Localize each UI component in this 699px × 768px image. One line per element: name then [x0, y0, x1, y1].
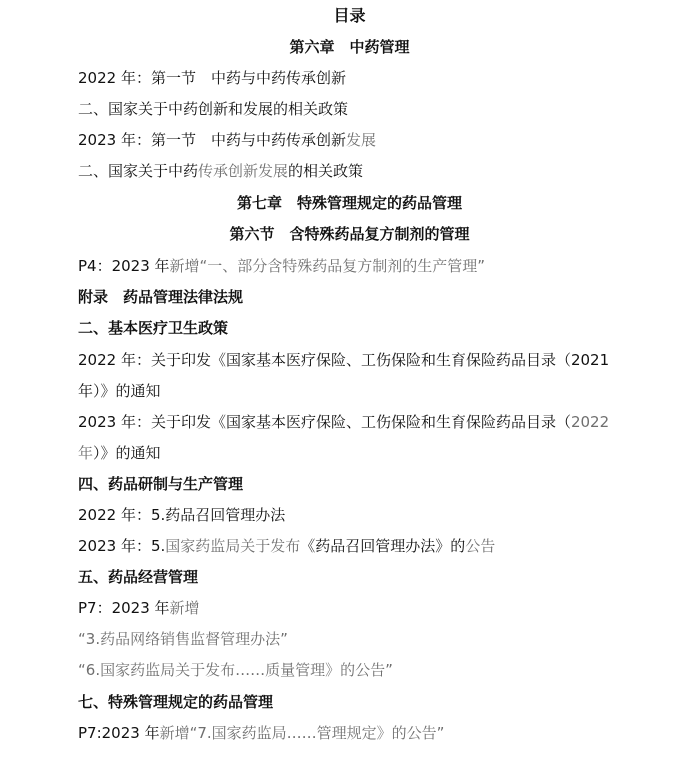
p7-addition-prefix: P7：2023 年	[78, 599, 170, 617]
chapter-6-2022-line-2: 二、国家关于中药创新和发展的相关政策	[78, 100, 349, 118]
chapter-6-heading: 第六章 中药管理	[289, 38, 410, 56]
p7-addition-highlight: 新增	[169, 599, 200, 617]
part-2-2022-line-1: 2022 年：关于印发《国家基本医疗保险、工伤保险和生育保险药品目录（2021	[78, 351, 610, 369]
p7-item-1: “3.药品网络销售监督管理办法”	[78, 630, 288, 648]
part-4-2023-highlight-1: 国家药监局关于发布	[165, 537, 301, 555]
chapter-6-2023-line-2-highlight: 传承创新发展	[198, 162, 289, 180]
part-2-2022-line-2: 年）》的通知	[78, 382, 161, 400]
p7b-addition-prefix: P7:2023 年	[78, 724, 160, 742]
p7b-addition-highlight: 新增“7.国家药监局……管理规定》的公告”	[159, 724, 445, 742]
chapter-6-2023-line-1	[78, 131, 376, 149]
part-5-heading: 五、药品经营管理	[78, 568, 199, 586]
p7-item-2: “6.国家药监局关于发布……质量管理》的公告”	[78, 661, 393, 679]
part-2-2023-line-2-text: ）》的通知	[93, 444, 161, 462]
p7b-addition-line	[78, 724, 444, 742]
chapter-6-2022-line-1: 2022 年：第一节 中药与中药传承创新	[78, 69, 346, 87]
chapter-7-heading: 第七章 特殊管理规定的药品管理	[236, 194, 462, 212]
part-4-2023-line	[78, 537, 495, 555]
part-4-2022-line: 2022 年：5.药品召回管理办法	[78, 506, 286, 524]
appendix-heading: 附录 药品管理法律法规	[78, 288, 244, 306]
part-7-heading: 七、特殊管理规定的药品管理	[78, 693, 274, 711]
part-2-2023-line-2-highlight: 年	[78, 444, 94, 462]
part-4-2023-middle: 《药品召回管理办法》的	[300, 537, 466, 555]
chapter-6-2023-line-2-suffix: 的相关政策	[288, 162, 364, 180]
part-2-2023-line-1	[78, 413, 609, 431]
p4-addition-highlight: 新增“一、部分含特殊药品复方制剂的生产管理”	[169, 257, 486, 275]
p4-addition-line	[78, 257, 485, 275]
chapter-6-2023-line-2-prefix: 二、国家关于中药	[78, 162, 199, 180]
chapter-6-2023-line-1-text: 2023 年：第一节 中药与中药传承创新	[78, 131, 346, 149]
chapter-6-2023-line-2	[78, 162, 363, 180]
section-7-6-heading: 第六节 含特殊药品复方制剂的管理	[229, 225, 470, 243]
part-4-2023-prefix: 2023 年：5.	[78, 537, 166, 555]
p7-addition-line	[78, 599, 200, 617]
part-2-2023-line-2	[78, 444, 161, 462]
document-title: 目录	[333, 6, 366, 25]
part-2-2023-line-1-text: 2023 年：关于印发《国家基本医疗保险、工伤保险和生育保险药品目录（	[78, 413, 571, 431]
part-4-heading: 四、药品研制与生产管理	[78, 475, 244, 493]
p4-addition-prefix: P4：2023 年	[78, 257, 170, 275]
part-2-2023-line-1-highlight: 2022	[570, 413, 610, 431]
chapter-6-2023-line-1-highlight: 发展	[345, 131, 376, 149]
part-4-2023-highlight-2: 公告	[465, 537, 496, 555]
part-2-heading: 二、基本医疗卫生政策	[78, 319, 229, 337]
